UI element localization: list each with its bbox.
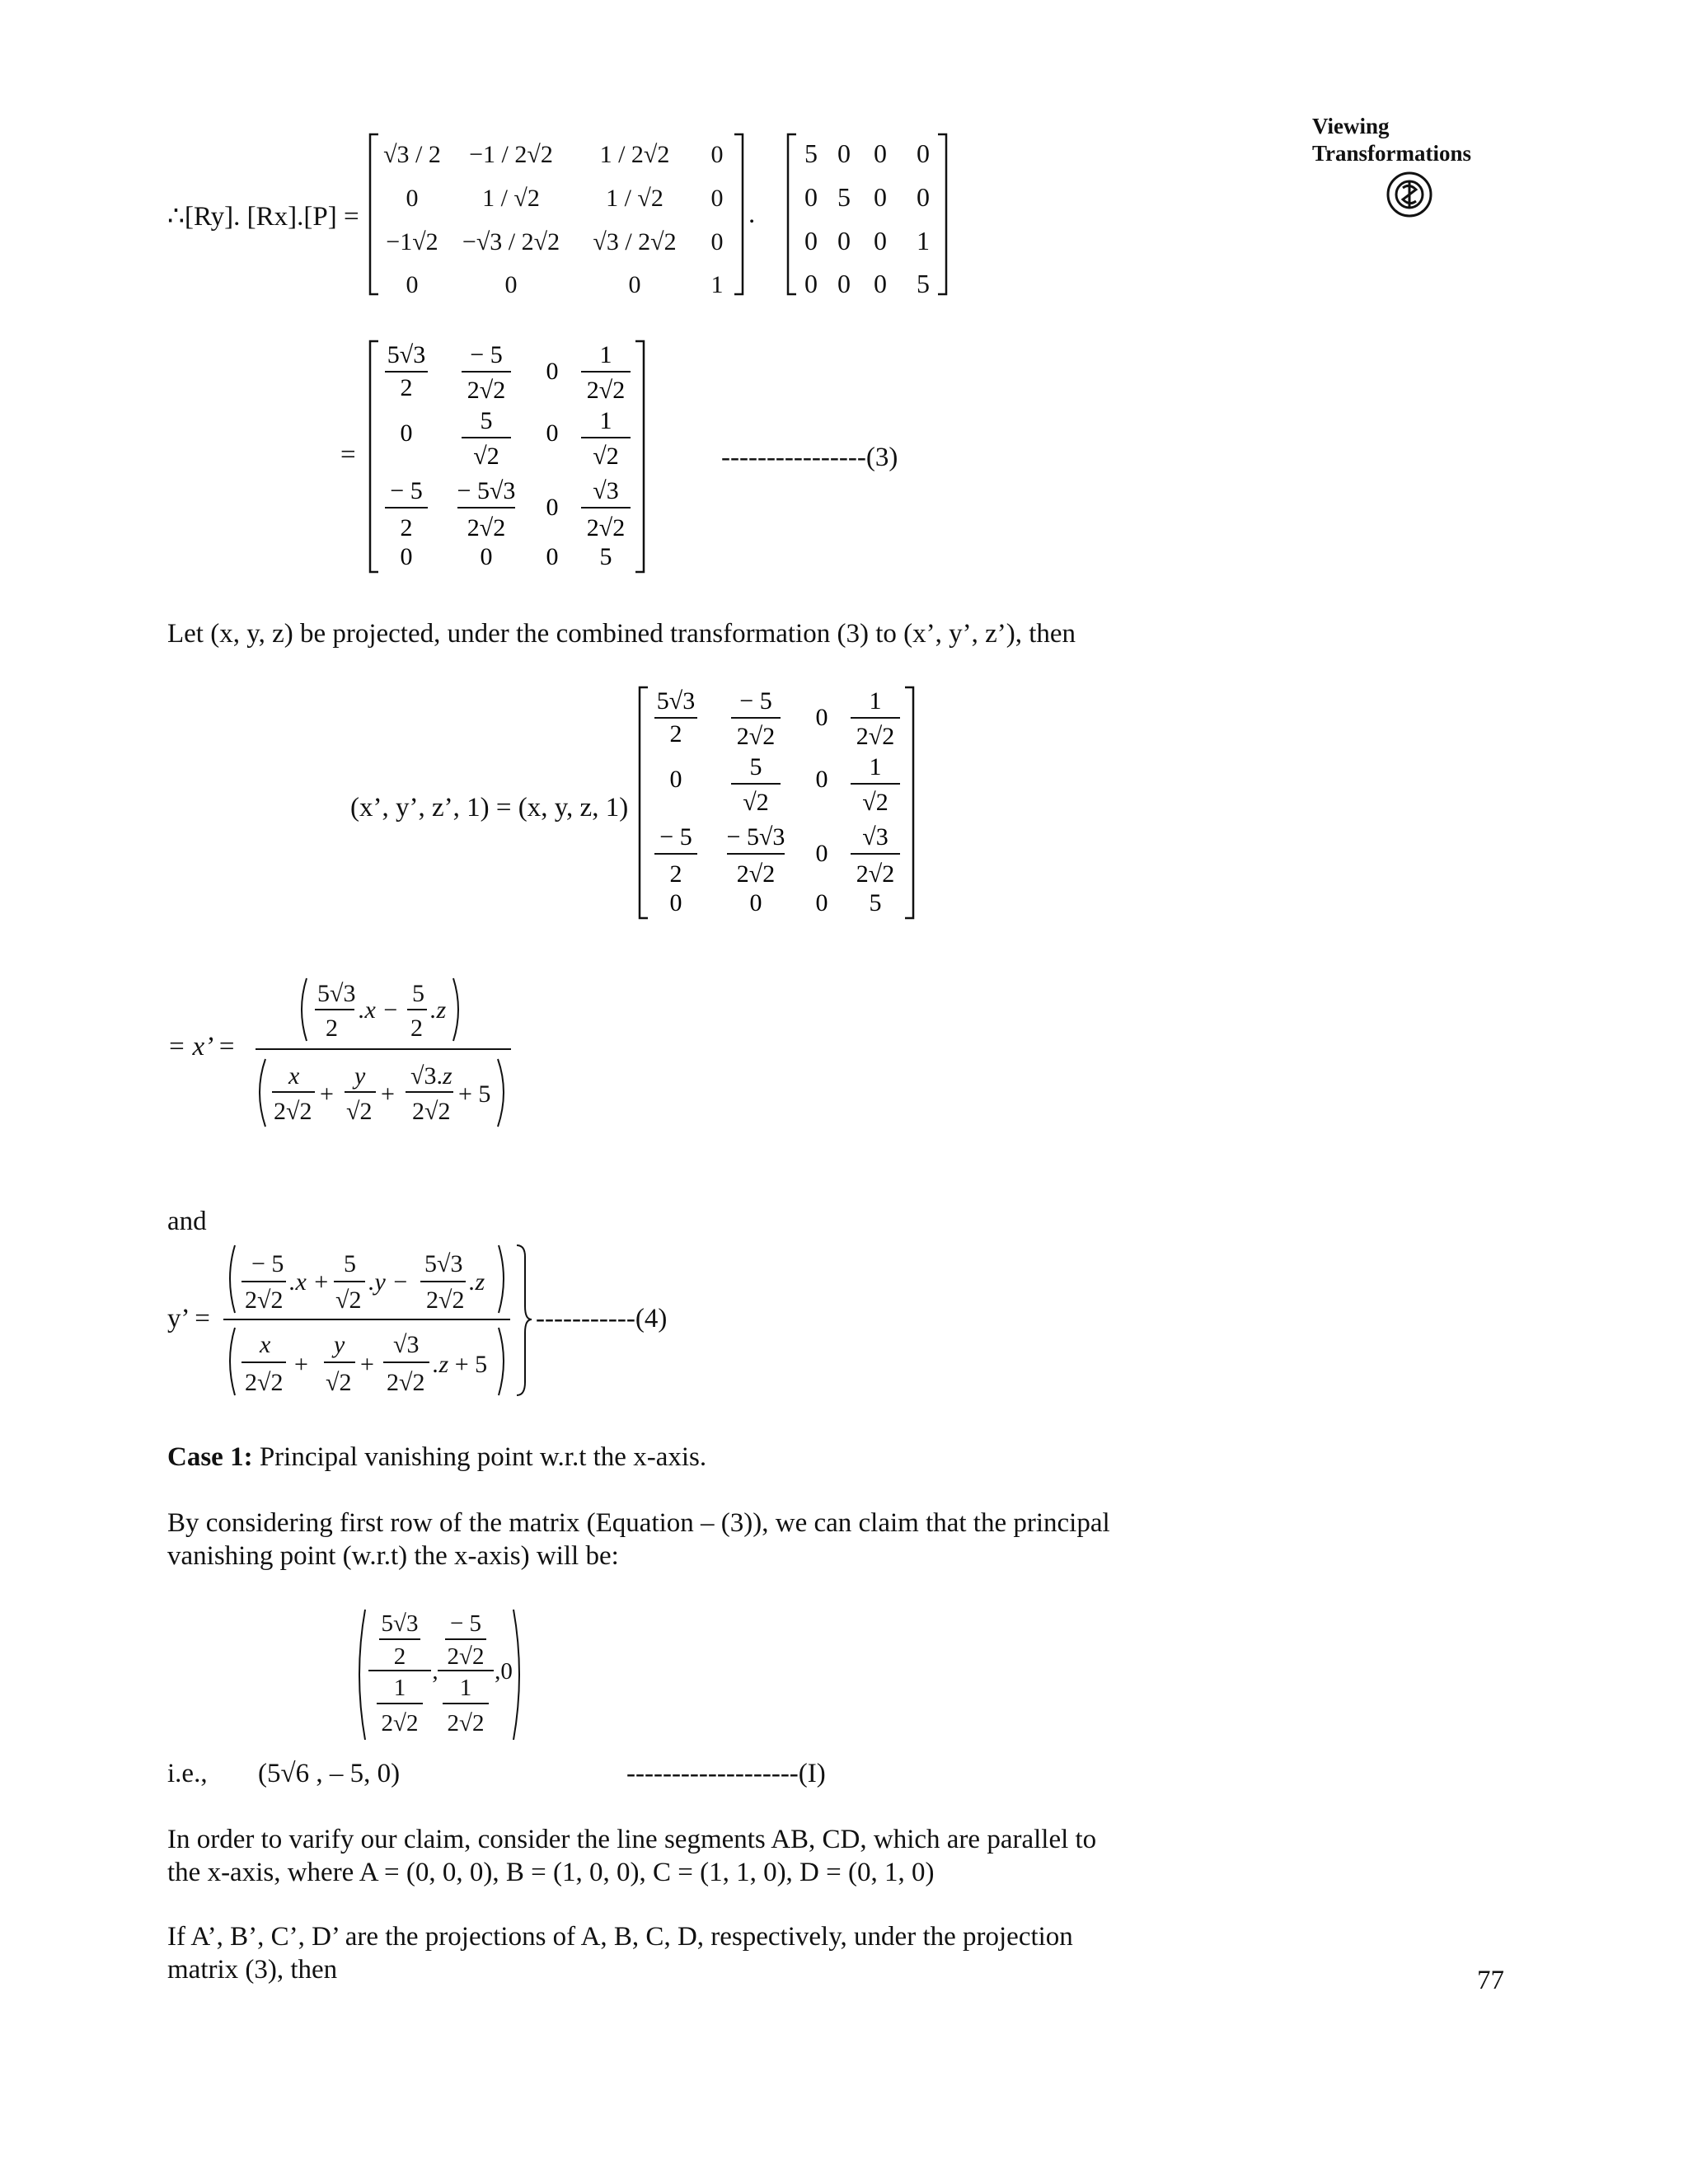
projection-matrix-cell: 0 <box>874 269 887 298</box>
svg-text:0: 0 <box>815 766 828 793</box>
projection-matrix-cell: 0 <box>837 138 851 168</box>
svg-text:2√2: 2√2 <box>447 1643 485 1670</box>
paragraph-verify-line2: the x-axis, where A = (0, 0, 0), B = (1, 0, 0), C = (1, 1, 0), D = (0, 1, 0) <box>167 1858 935 1887</box>
projection-matrix-cell: 0 <box>837 269 851 298</box>
svg-text:5: 5 <box>412 980 424 1007</box>
svg-text:,0: ,0 <box>495 1658 513 1685</box>
rotation-matrix-cell: −√3 / 2√2 <box>462 228 560 255</box>
svg-text:2√2: 2√2 <box>426 1286 465 1314</box>
svg-text:5: 5 <box>869 889 882 916</box>
projection-matrix-cell: 0 <box>804 226 818 255</box>
svg-text:0: 0 <box>480 543 493 570</box>
equals-sign: = <box>340 440 356 470</box>
svg-text:+ 5: + 5 <box>458 1080 491 1108</box>
svg-text:0: 0 <box>749 889 762 916</box>
svg-text:0: 0 <box>815 704 828 731</box>
paragraph-consider-line1: By considering first row of the matrix (Equation – (3)), we can claim that the principal <box>167 1508 1110 1538</box>
university-emblem-icon <box>1385 170 1434 219</box>
multiply-dot: . <box>748 199 756 229</box>
rotation-matrix-cell: 0 <box>406 271 419 298</box>
svg-text:1: 1 <box>599 407 612 434</box>
svg-text:√2: √2 <box>473 443 499 470</box>
projection-matrix-cell: 5 <box>837 182 851 212</box>
svg-text:y: y <box>354 1062 366 1090</box>
svg-text:1: 1 <box>869 753 882 780</box>
svg-text:− 5: − 5 <box>739 687 772 715</box>
rotation-matrix-cell: √3 / 2√2 <box>593 228 677 255</box>
svg-text:5√3: 5√3 <box>387 341 426 368</box>
svg-text:− 5: − 5 <box>449 1610 482 1637</box>
projection-matrix-cell: 0 <box>874 226 887 255</box>
svg-text:.z: .z <box>469 1268 485 1296</box>
svg-text:2√2: 2√2 <box>586 514 626 541</box>
projection-matrix-cell: 5 <box>917 269 930 298</box>
equation-4-marker: -----------(4) <box>536 1304 668 1333</box>
svg-text:2√2: 2√2 <box>447 1710 485 1736</box>
paragraph-consider-line2: vanishing point (w.r.t) the x-axis) will be: <box>167 1541 619 1571</box>
projection-matrix-cell: 0 <box>804 269 818 298</box>
rotation-matrix <box>367 128 746 301</box>
paragraph-if-line2: matrix (3), then <box>167 1955 338 1985</box>
svg-text:2: 2 <box>669 860 682 888</box>
svg-text:2√2: 2√2 <box>245 1369 284 1396</box>
section-title-line1: Viewing <box>1312 114 1390 138</box>
svg-text:0: 0 <box>546 543 559 570</box>
svg-text:0: 0 <box>669 889 682 916</box>
svg-text:√2: √2 <box>326 1369 352 1396</box>
svg-text:+: + <box>381 1080 395 1108</box>
svg-text:5√3: 5√3 <box>317 980 356 1007</box>
svg-text:.z + 5: .z + 5 <box>433 1351 488 1378</box>
rotation-matrix-cell: 1 <box>710 271 724 298</box>
svg-text:− 5: − 5 <box>659 823 692 851</box>
svg-text:2√2: 2√2 <box>856 860 895 888</box>
rotation-matrix-cell: 0 <box>504 271 518 298</box>
svg-text:0: 0 <box>546 419 559 447</box>
svg-text:√2: √2 <box>593 443 619 470</box>
svg-text:√2: √2 <box>346 1098 373 1125</box>
svg-text:√3: √3 <box>393 1331 420 1358</box>
svg-text:2: 2 <box>669 720 682 748</box>
svg-text:2: 2 <box>410 1015 423 1042</box>
svg-text:0: 0 <box>815 889 828 916</box>
svg-text:5√3: 5√3 <box>381 1610 419 1637</box>
paragraph-verify-line1: In order to varify our claim, consider the line segments AB, CD, which are parallel to <box>167 1825 1097 1854</box>
svg-text:2: 2 <box>400 374 413 401</box>
ie-value: (5√6 , – 5, 0) <box>258 1759 401 1788</box>
rotation-matrix-cell: 0 <box>710 185 724 212</box>
svg-text:2√2: 2√2 <box>381 1710 419 1736</box>
svg-text:√2: √2 <box>335 1286 362 1314</box>
svg-text:,: , <box>432 1658 438 1685</box>
svg-text:2: 2 <box>400 514 413 541</box>
rotation-equation-lhs: ∴[Ry]. [Rx].[P] = <box>167 202 359 232</box>
paragraph-let: Let (x, y, z) be projected, under the combined transformation (3) to (x’, y’, z’), then <box>167 619 1076 649</box>
svg-text:.x −: .x − <box>359 996 399 1024</box>
svg-text:5: 5 <box>480 407 493 434</box>
svg-text:2√2: 2√2 <box>245 1286 284 1314</box>
svg-text:0: 0 <box>669 766 682 793</box>
page-number: 77 <box>1477 1966 1504 1995</box>
svg-text:+: + <box>360 1351 374 1378</box>
and-word: and <box>167 1207 207 1236</box>
svg-text:2√2: 2√2 <box>736 860 776 888</box>
svg-text:√3: √3 <box>593 477 619 504</box>
projection-matrix-cell: 0 <box>874 138 887 168</box>
x-prime-lhs: = x’ = <box>167 1032 237 1062</box>
svg-text:− 5√3: − 5√3 <box>726 823 785 851</box>
y-prime-fraction <box>218 1240 532 1405</box>
svg-text:x: x <box>288 1062 300 1090</box>
svg-text:2√2: 2√2 <box>274 1098 312 1125</box>
svg-text:.x +: .x + <box>289 1268 330 1296</box>
svg-text:+: + <box>294 1351 308 1378</box>
projection-matrix-cell: 0 <box>874 182 887 212</box>
svg-text:2√2: 2√2 <box>387 1369 425 1396</box>
svg-text:0: 0 <box>546 494 559 521</box>
svg-text:0: 0 <box>546 358 559 385</box>
svg-text:1: 1 <box>459 1675 472 1701</box>
section-title-line2: Transformations <box>1312 141 1471 166</box>
equation-I-marker: -------------------(I) <box>626 1759 826 1788</box>
case-1-label: Case 1: <box>167 1442 253 1472</box>
ie-label: i.e., <box>167 1759 208 1788</box>
svg-text:0: 0 <box>815 840 828 867</box>
rotation-matrix-cell: 0 <box>710 141 724 168</box>
projection-matrix-cell: 0 <box>917 138 930 168</box>
svg-text:.z: .z <box>430 996 447 1024</box>
projection-matrix-cell: 5 <box>804 138 818 168</box>
projection-matrix-cell: 0 <box>804 182 818 212</box>
projection-equation-matrix <box>636 684 917 923</box>
svg-text:2√2: 2√2 <box>412 1098 451 1125</box>
svg-text:2√2: 2√2 <box>586 377 626 404</box>
svg-text:5: 5 <box>749 753 762 780</box>
svg-text:− 5: − 5 <box>470 341 503 368</box>
y-prime-lhs: y’ = <box>167 1304 210 1333</box>
rotation-matrix-cell: 0 <box>406 185 419 212</box>
svg-text:− 5√3: − 5√3 <box>457 477 516 504</box>
rotation-matrix-cell: √3 / 2 <box>383 141 441 168</box>
rotation-matrix-cell: 1 / 2√2 <box>599 141 670 168</box>
svg-text:2: 2 <box>393 1643 406 1670</box>
case-1-text: Principal vanishing point w.r.t the x-axis. <box>252 1442 707 1472</box>
svg-text:x: x <box>260 1331 271 1358</box>
paragraph-if-line1: If A’, B’, C’, D’ are the projections of A, B, C, D, respectively, under the projection <box>167 1922 1073 1952</box>
rotation-matrix-cell: 1 / √2 <box>482 185 540 212</box>
svg-text:√2: √2 <box>862 789 889 816</box>
projection-equation-lhs: (x’, y’, z’, 1) = (x, y, z, 1) <box>350 793 629 823</box>
svg-text:5√3: 5√3 <box>424 1250 463 1277</box>
svg-text:1: 1 <box>869 687 882 715</box>
svg-text:5√3: 5√3 <box>656 687 696 715</box>
svg-text:2√2: 2√2 <box>736 723 776 750</box>
svg-text:− 5: − 5 <box>390 477 423 504</box>
rotation-matrix-cell: −1 / 2√2 <box>469 141 553 168</box>
svg-text:+: + <box>320 1080 334 1108</box>
result-matrix <box>367 338 647 577</box>
projection-matrix <box>785 128 950 301</box>
svg-text:1: 1 <box>599 341 612 368</box>
svg-text:− 5: − 5 <box>251 1250 284 1277</box>
svg-text:√3.z: √3.z <box>410 1062 452 1090</box>
svg-text:0: 0 <box>400 419 413 447</box>
svg-text:√2: √2 <box>743 789 769 816</box>
svg-text:1: 1 <box>393 1675 406 1701</box>
svg-text:√3: √3 <box>862 823 889 851</box>
rotation-matrix-cell: 0 <box>628 271 641 298</box>
rotation-matrix-cell: 0 <box>710 228 724 255</box>
x-prime-fraction <box>247 968 519 1141</box>
svg-text:2: 2 <box>326 1015 338 1042</box>
svg-text:5: 5 <box>599 543 612 570</box>
svg-text:5: 5 <box>344 1250 356 1277</box>
projection-matrix-cell: 0 <box>837 226 851 255</box>
case-1-heading <box>167 1441 706 1474</box>
rotation-matrix-cell: −1√2 <box>386 228 438 255</box>
svg-text:.y −: .y − <box>368 1268 409 1296</box>
equation-3-marker: ----------------(3) <box>721 443 898 472</box>
svg-text:2√2: 2√2 <box>467 377 506 404</box>
svg-text:2√2: 2√2 <box>467 514 506 541</box>
svg-text:y: y <box>334 1331 345 1358</box>
vanishing-point-fraction <box>350 1603 532 1747</box>
svg-text:2√2: 2√2 <box>856 723 895 750</box>
rotation-matrix-cell: 1 / √2 <box>606 185 663 212</box>
projection-matrix-cell: 1 <box>917 226 930 255</box>
svg-text:0: 0 <box>400 543 413 570</box>
projection-matrix-cell: 0 <box>917 182 930 212</box>
